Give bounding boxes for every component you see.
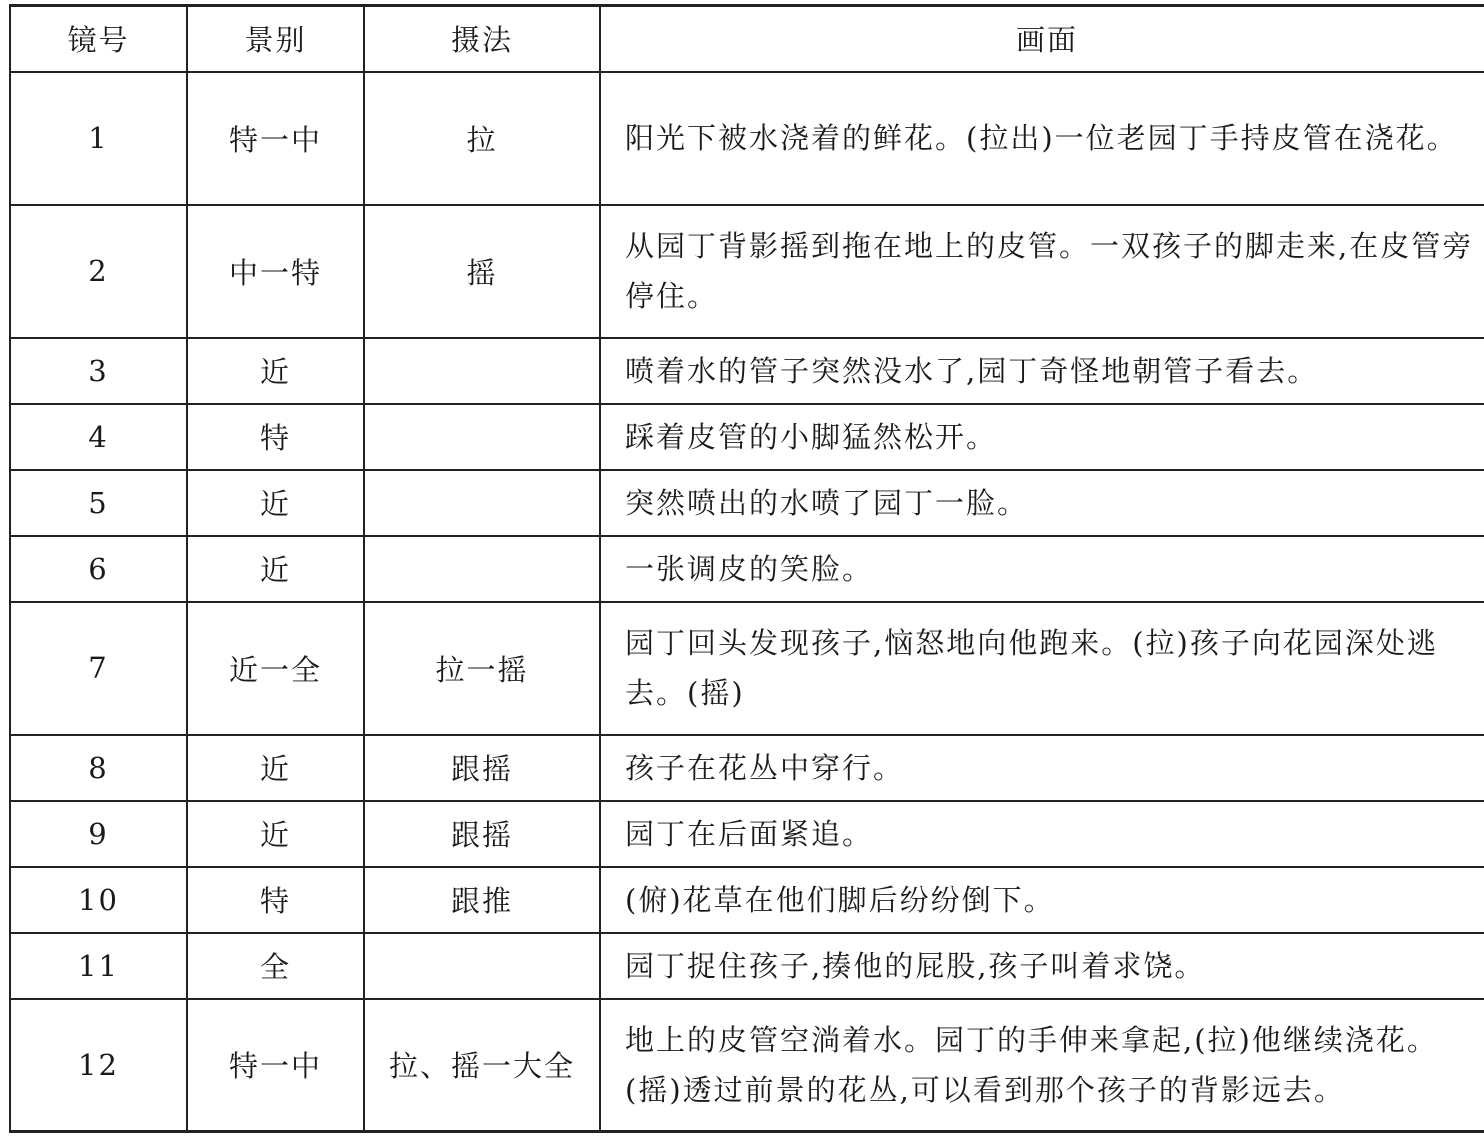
cell-shot-number: 9 bbox=[10, 801, 187, 867]
cell-scene-description: 从园丁背影摇到拖在地上的皮管。一双孩子的脚走来,在皮管旁停住。 bbox=[600, 205, 1484, 338]
table-row bbox=[10, 735, 1484, 801]
cell-shot-size: 全 bbox=[187, 933, 364, 999]
table-body bbox=[10, 72, 1484, 1132]
header-shot-number: 镜号 bbox=[10, 6, 187, 72]
table-row bbox=[10, 205, 1484, 338]
cell-camera-movement bbox=[364, 933, 600, 999]
cell-scene-description: 喷着水的管子突然没水了,园丁奇怪地朝管子看去。 bbox=[600, 338, 1484, 404]
cell-camera-movement bbox=[364, 536, 600, 602]
cell-shot-number: 4 bbox=[10, 404, 187, 470]
cell-shot-size: 近 bbox=[187, 735, 364, 801]
cell-camera-movement: 拉 bbox=[364, 72, 600, 205]
cell-camera-movement: 跟推 bbox=[364, 867, 600, 933]
cell-shot-number: 2 bbox=[10, 205, 187, 338]
table-row bbox=[10, 801, 1484, 867]
table-row bbox=[10, 867, 1484, 933]
header-camera-movement: 摄法 bbox=[364, 6, 600, 72]
table-row bbox=[10, 72, 1484, 205]
cell-scene-description: 突然喷出的水喷了园丁一脸。 bbox=[600, 470, 1484, 536]
cell-shot-number: 12 bbox=[10, 999, 187, 1132]
cell-shot-size: 中一特 bbox=[187, 205, 364, 338]
cell-camera-movement: 拉一摇 bbox=[364, 602, 600, 735]
cell-shot-size: 近 bbox=[187, 801, 364, 867]
cell-scene-description: 园丁回头发现孩子,恼怒地向他跑来。(拉)孩子向花园深处逃去。(摇) bbox=[600, 602, 1484, 735]
storyboard-table bbox=[9, 4, 1484, 1133]
cell-camera-movement: 拉、摇一大全 bbox=[364, 999, 600, 1132]
table-row bbox=[10, 338, 1484, 404]
cell-shot-size: 近 bbox=[187, 338, 364, 404]
cell-shot-size: 近一全 bbox=[187, 602, 364, 735]
cell-scene-description: 园丁在后面紧追。 bbox=[600, 801, 1484, 867]
table-row bbox=[10, 933, 1484, 999]
cell-scene-description: 踩着皮管的小脚猛然松开。 bbox=[600, 404, 1484, 470]
cell-scene-description: 园丁捉住孩子,揍他的屁股,孩子叫着求饶。 bbox=[600, 933, 1484, 999]
cell-shot-size: 特一中 bbox=[187, 999, 364, 1132]
storyboard-table-container bbox=[9, 4, 1484, 1133]
cell-scene-description: 孩子在花丛中穿行。 bbox=[600, 735, 1484, 801]
cell-scene-description: 一张调皮的笑脸。 bbox=[600, 536, 1484, 602]
table-row bbox=[10, 999, 1484, 1132]
table-row bbox=[10, 404, 1484, 470]
cell-camera-movement: 跟摇 bbox=[364, 801, 600, 867]
cell-scene-description: 阳光下被水浇着的鲜花。(拉出)一位老园丁手持皮管在浇花。 bbox=[600, 72, 1484, 205]
cell-scene-description: (俯)花草在他们脚后纷纷倒下。 bbox=[600, 867, 1484, 933]
cell-shot-number: 11 bbox=[10, 933, 187, 999]
header-scene-description: 画面 bbox=[600, 6, 1484, 72]
header-shot-size: 景别 bbox=[187, 6, 364, 72]
cell-shot-number: 7 bbox=[10, 602, 187, 735]
cell-shot-number: 5 bbox=[10, 470, 187, 536]
table-row bbox=[10, 602, 1484, 735]
table-row bbox=[10, 470, 1484, 536]
cell-camera-movement: 摇 bbox=[364, 205, 600, 338]
cell-shot-number: 10 bbox=[10, 867, 187, 933]
cell-camera-movement: 跟摇 bbox=[364, 735, 600, 801]
table-header bbox=[10, 6, 1484, 72]
cell-camera-movement bbox=[364, 338, 600, 404]
cell-shot-number: 6 bbox=[10, 536, 187, 602]
cell-shot-number: 3 bbox=[10, 338, 187, 404]
cell-shot-size: 特 bbox=[187, 867, 364, 933]
cell-shot-number: 8 bbox=[10, 735, 187, 801]
header-row bbox=[10, 6, 1484, 72]
cell-shot-number: 1 bbox=[10, 72, 187, 205]
cell-scene-description: 地上的皮管空淌着水。园丁的手伸来拿起,(拉)他继续浇花。(摇)透过前景的花丛,可以看到那个孩子的背影远去。 bbox=[600, 999, 1484, 1132]
cell-shot-size: 近 bbox=[187, 536, 364, 602]
cell-shot-size: 特 bbox=[187, 404, 364, 470]
cell-shot-size: 近 bbox=[187, 470, 364, 536]
cell-camera-movement bbox=[364, 470, 600, 536]
table-row bbox=[10, 536, 1484, 602]
cell-shot-size: 特一中 bbox=[187, 72, 364, 205]
cell-camera-movement bbox=[364, 404, 600, 470]
